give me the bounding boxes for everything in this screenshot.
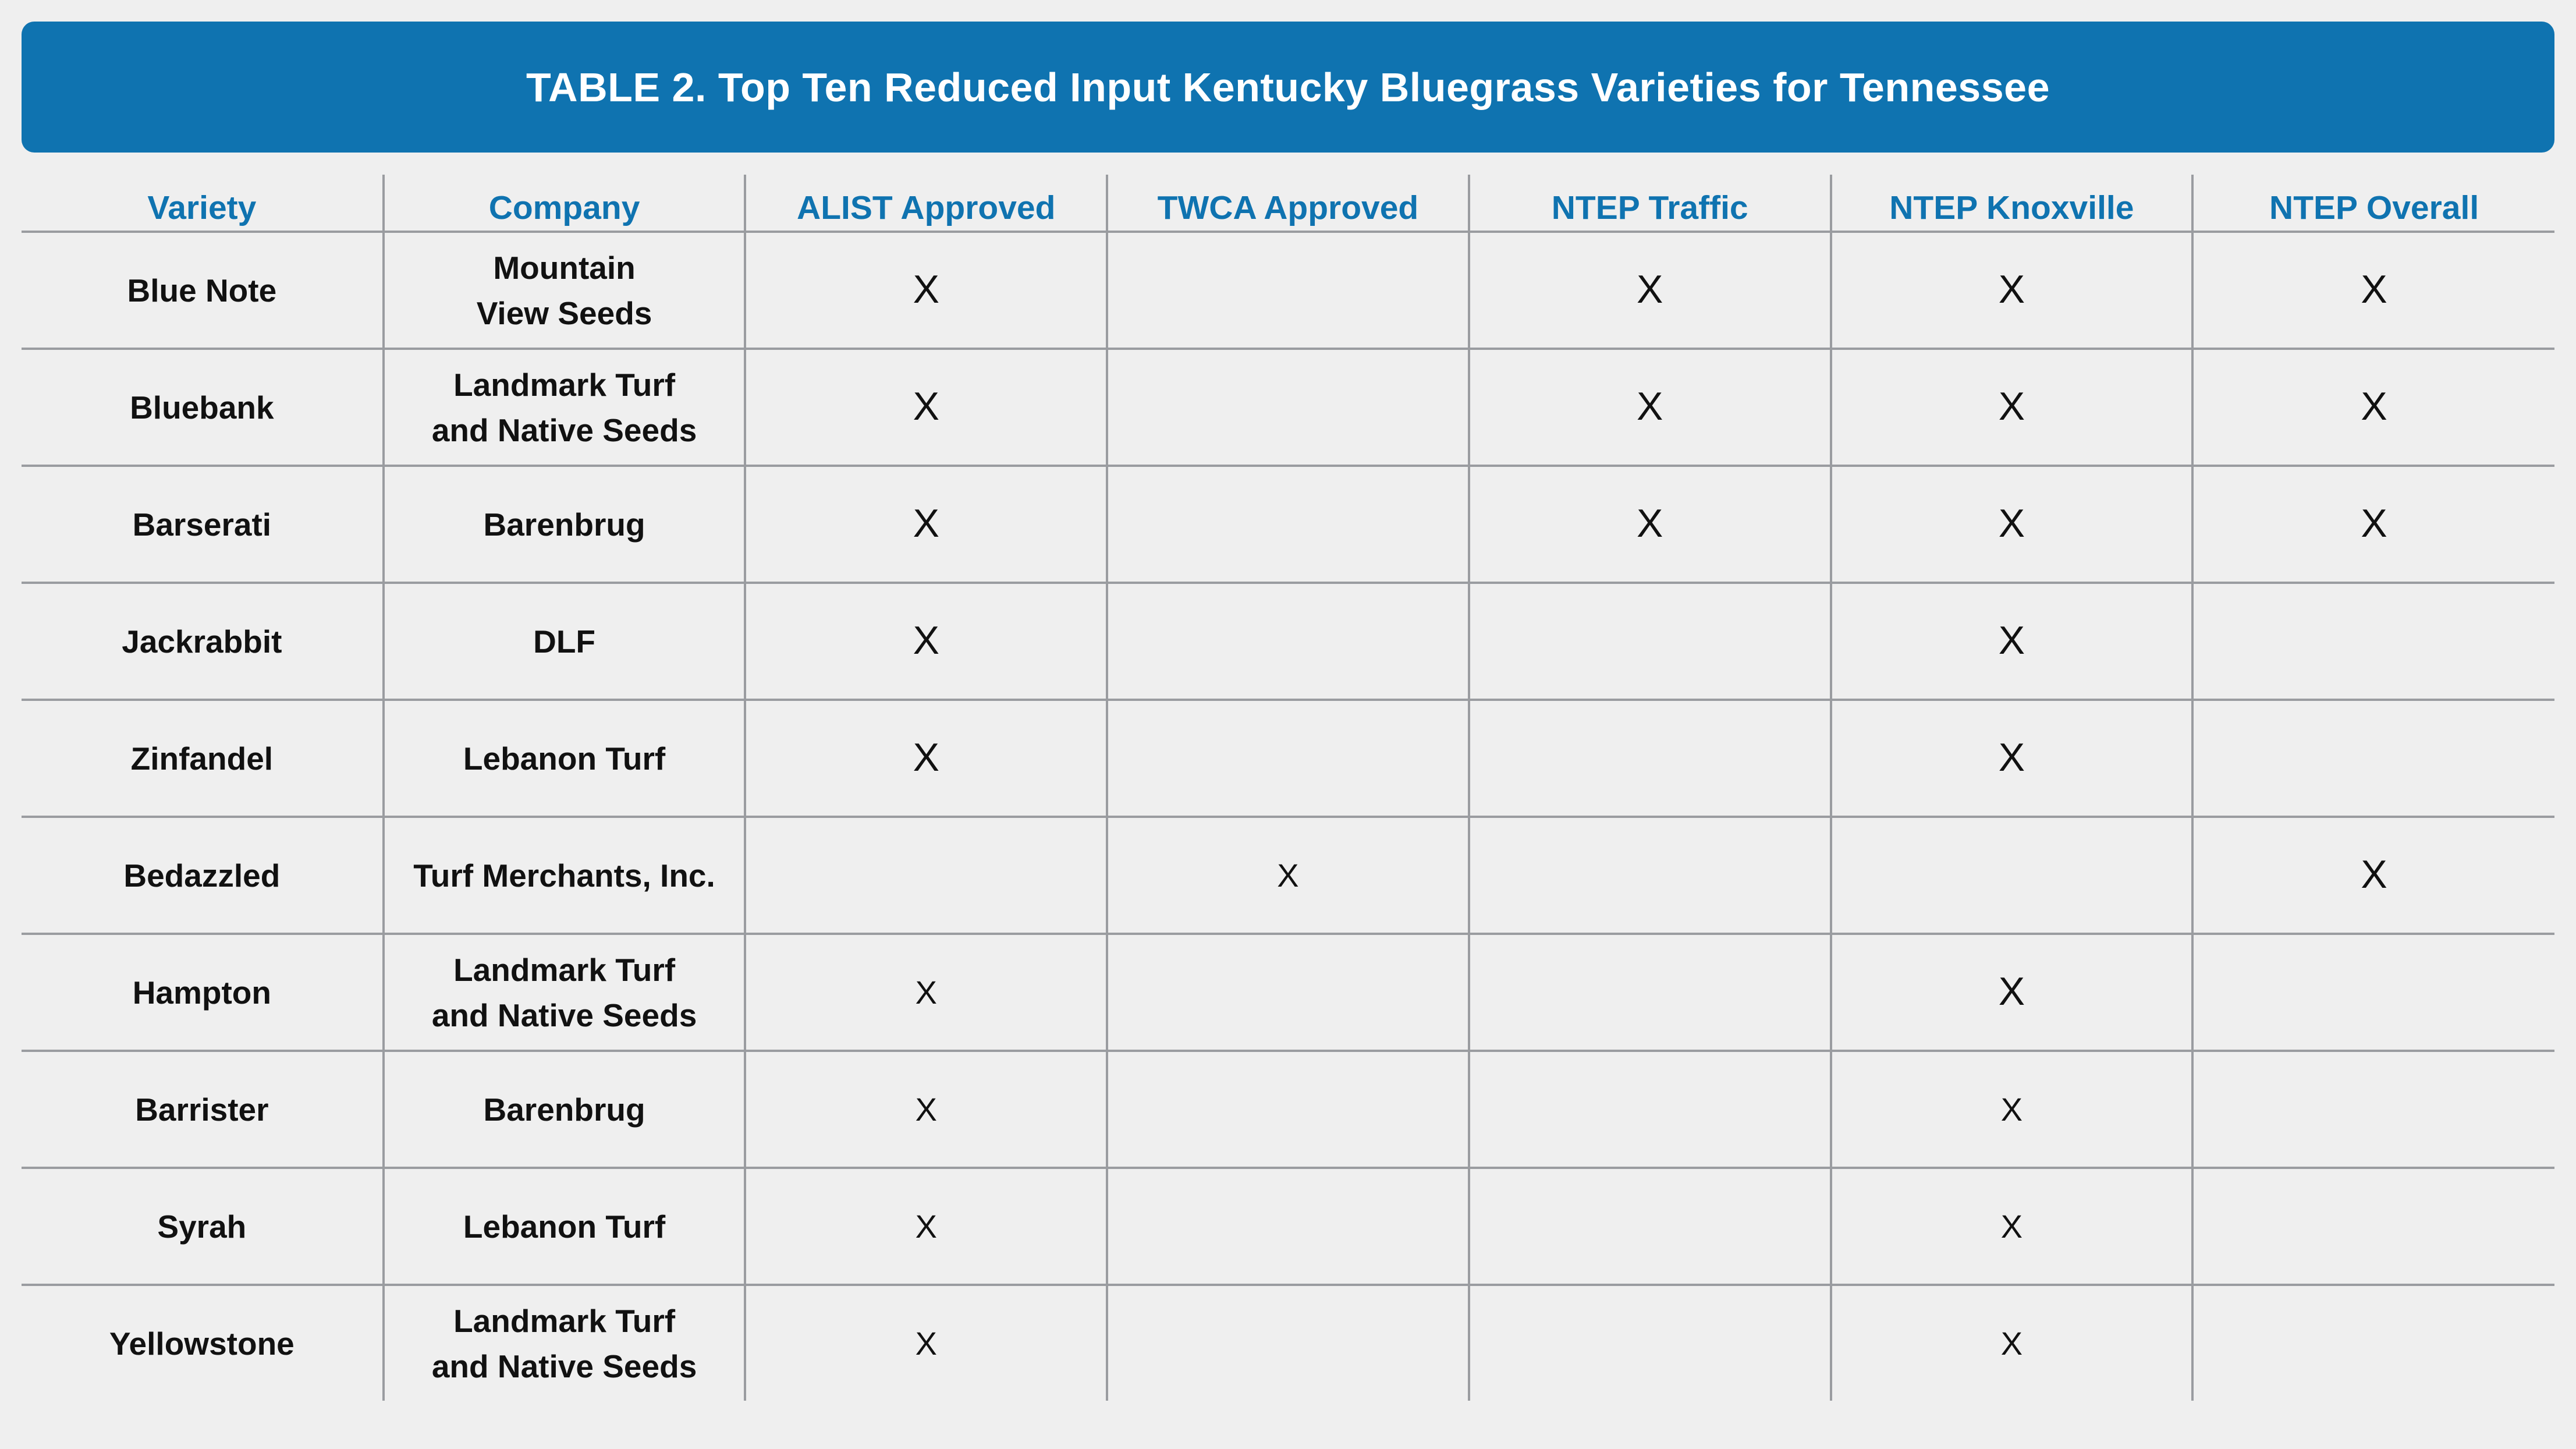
table-title: TABLE 2. Top Ten Reduced Input Kentucky Bluegrass Varieties for Tennessee: [22, 22, 2554, 153]
table-row: [22, 934, 2554, 1051]
twca-approved-cell: [1107, 1168, 1469, 1285]
col-header-ntep-traffic: NTEP Traffic: [1469, 175, 1831, 232]
company-line: Landmark Turf: [453, 951, 676, 988]
check-mark: X: [1998, 384, 2025, 428]
company-line: Landmark Turf: [453, 366, 676, 403]
ntep-traffic-cell: [1469, 817, 1831, 934]
ntep-overall-cell: [2192, 1168, 2554, 1285]
check-mark: X: [2361, 384, 2387, 428]
check-mark: X: [1636, 384, 1663, 428]
ntep-overall-cell: [2192, 466, 2554, 583]
alist-approved-cell: [745, 232, 1107, 349]
alist-approved-cell: [745, 934, 1107, 1051]
check-mark: X: [915, 1324, 937, 1362]
ntep-traffic-cell: [1469, 1285, 1831, 1401]
company-cell: [384, 583, 746, 700]
ntep-traffic-cell: [1469, 1051, 1831, 1168]
variety-cell: Yellowstone: [109, 1325, 294, 1362]
varieties-table: [22, 175, 2554, 1401]
company-line: and Native Seeds: [431, 997, 697, 1033]
check-mark: X: [1998, 501, 2025, 545]
ntep-overall-cell: [2192, 817, 2554, 934]
check-mark: X: [2361, 501, 2387, 545]
table-row: [22, 583, 2554, 700]
ntep-knoxville-cell: [1831, 934, 2193, 1051]
company-cell: [384, 1051, 746, 1168]
alist-approved-cell: [745, 1051, 1107, 1168]
check-mark: X: [2000, 1090, 2023, 1128]
ntep-traffic-cell: [1469, 583, 1831, 700]
variety-cell: Zinfandel: [22, 700, 384, 817]
twca-approved-cell: [1107, 466, 1469, 583]
company-cell: [384, 934, 746, 1051]
table-row: [22, 1051, 2554, 1168]
twca-approved-cell: [1107, 349, 1469, 466]
ntep-knoxville-cell: [1831, 1285, 2193, 1401]
alist-approved-cell: [745, 1285, 1107, 1401]
ntep-overall-cell: [2192, 1285, 2554, 1401]
company-line: Turf Merchants, Inc.: [413, 857, 715, 894]
ntep-knoxville-cell: [1831, 1051, 2193, 1168]
ntep-traffic-cell: [1469, 934, 1831, 1051]
ntep-overall-cell: [2192, 232, 2554, 349]
company-cell: [384, 700, 746, 817]
ntep-overall-cell: [2192, 1051, 2554, 1168]
ntep-overall-cell: [2192, 349, 2554, 466]
check-mark: X: [1636, 267, 1663, 311]
ntep-overall-cell: [2192, 583, 2554, 700]
header-row: [22, 175, 2554, 232]
check-mark: X: [1998, 735, 2025, 780]
check-mark: X: [1998, 969, 2025, 1014]
col-header-twca-approved: TWCA Approved: [1107, 175, 1469, 232]
ntep-knoxville-cell: [1831, 1168, 2193, 1285]
twca-approved-cell: [1107, 700, 1469, 817]
alist-approved-cell: [745, 349, 1107, 466]
variety-cell: Hampton: [22, 934, 384, 1051]
check-mark: X: [913, 501, 939, 545]
company-line: Barenbrug: [483, 506, 645, 543]
variety-cell: Blue Note: [22, 232, 384, 349]
col-header-company: Company: [384, 175, 746, 232]
ntep-knoxville-cell: [1831, 583, 2193, 700]
col-header-variety: Variety: [22, 175, 384, 232]
col-header-ntep-overall: NTEP Overall: [2192, 175, 2554, 232]
check-mark: X: [913, 735, 939, 780]
variety-cell: Barrister: [22, 1051, 384, 1168]
twca-approved-cell: [1107, 1051, 1469, 1168]
col-header-ntep-knoxville: NTEP Knoxville: [1831, 175, 2193, 232]
company-line: Landmark Turf: [453, 1302, 676, 1339]
check-mark: X: [2361, 852, 2387, 897]
company-line: Lebanon Turf: [463, 1208, 666, 1245]
check-mark: X: [915, 1207, 937, 1245]
variety-cell: Barserati: [22, 466, 384, 583]
check-mark: X: [913, 267, 939, 311]
company-cell: [384, 1285, 746, 1401]
table-row: [22, 817, 2554, 934]
variety-cell: Bluebank: [22, 349, 384, 466]
company-cell: [384, 466, 746, 583]
company-cell: [384, 232, 746, 349]
company-cell: [384, 349, 746, 466]
check-mark: X: [915, 1090, 937, 1128]
company-line: Lebanon Turf: [463, 740, 666, 777]
check-mark: X: [1998, 267, 2025, 311]
twca-approved-cell: [1107, 583, 1469, 700]
ntep-knoxville-cell: [1831, 466, 2193, 583]
table-row: [22, 349, 2554, 466]
ntep-knoxville-cell: [1831, 232, 2193, 349]
twca-approved-cell: [1107, 934, 1469, 1051]
ntep-overall-cell: [2192, 700, 2554, 817]
company-line: View Seeds: [476, 295, 652, 331]
check-mark: X: [1998, 618, 2025, 662]
ntep-knoxville-cell: [1831, 349, 2193, 466]
check-mark: X: [2361, 267, 2387, 311]
alist-approved-cell: [745, 583, 1107, 700]
ntep-overall-cell: [2192, 934, 2554, 1051]
twca-approved-cell: [1107, 232, 1469, 349]
ntep-traffic-cell: [1469, 349, 1831, 466]
ntep-traffic-cell: [1469, 232, 1831, 349]
check-mark: X: [913, 618, 939, 662]
check-mark: X: [1277, 856, 1299, 894]
table-row: [22, 232, 2554, 349]
variety-cell: Syrah: [22, 1168, 384, 1285]
check-mark: X: [915, 973, 937, 1011]
company-cell: [384, 1168, 746, 1285]
company-cell: [384, 817, 746, 934]
alist-approved-cell: [745, 700, 1107, 817]
company-line: DLF: [533, 623, 596, 660]
ntep-traffic-cell: [1469, 1168, 1831, 1285]
ntep-traffic-cell: [1469, 700, 1831, 817]
check-mark: X: [1636, 501, 1663, 545]
alist-approved-cell: [745, 466, 1107, 583]
col-header-alist-approved: ALIST Approved: [745, 175, 1107, 232]
table-row: [22, 1168, 2554, 1285]
twca-approved-cell: [1107, 1285, 1469, 1401]
check-mark: X: [913, 384, 939, 428]
variety-cell: Bedazzled: [22, 817, 384, 934]
company-line: Mountain: [493, 249, 636, 286]
check-mark: X: [2000, 1207, 2023, 1245]
ntep-knoxville-cell: [1831, 817, 2193, 934]
alist-approved-cell: [745, 1168, 1107, 1285]
twca-approved-cell: [1107, 817, 1469, 934]
table-row: [22, 700, 2554, 817]
ntep-traffic-cell: [1469, 466, 1831, 583]
variety-cell: Jackrabbit: [22, 583, 384, 700]
company-line: and Native Seeds: [431, 412, 697, 448]
table-body: [22, 232, 2554, 1401]
table-row: [22, 1285, 2554, 1401]
company-line: Barenbrug: [483, 1091, 645, 1128]
alist-approved-cell: [745, 817, 1107, 934]
table-row: [22, 466, 2554, 583]
ntep-knoxville-cell: [1831, 700, 2193, 817]
company-line: and Native Seeds: [431, 1348, 697, 1384]
check-mark: X: [2000, 1324, 2023, 1362]
